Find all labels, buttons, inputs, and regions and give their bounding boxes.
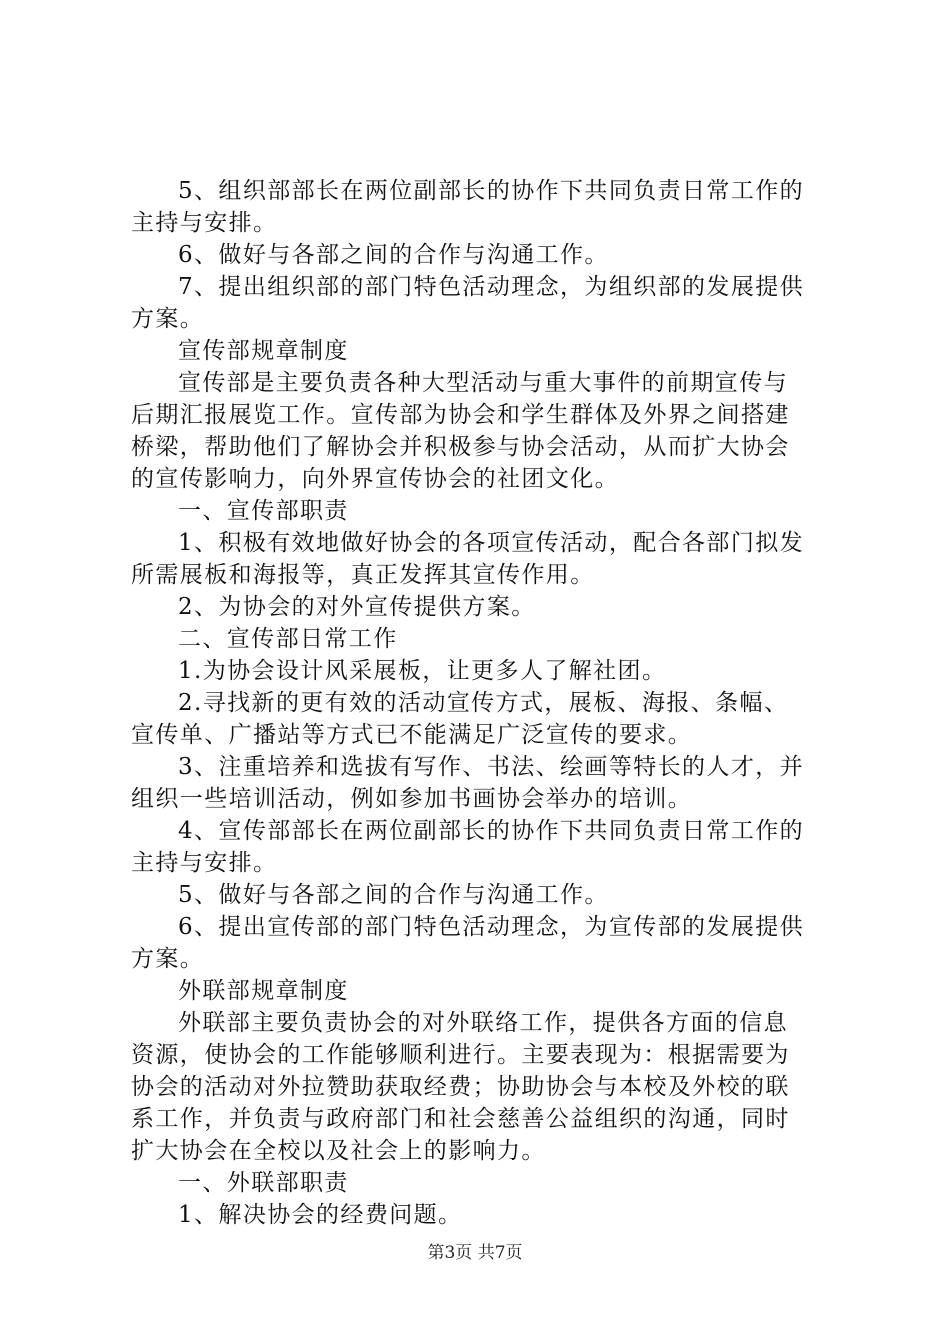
page-number: 第3页 共7页: [427, 1243, 523, 1263]
subsection-heading: 一、宣传部职责: [178, 498, 349, 524]
text-line: 组织一些培训活动，例如参加书画协会举办的培训。: [131, 786, 693, 812]
text-line: 的宣传影响力，向外界宣传协会的社团文化。: [131, 466, 619, 492]
text-line: 系工作，并负责与政府部门和社会慈善公益组织的沟通，同时: [131, 1106, 790, 1132]
text-line: 1、解决协会的经费问题。: [178, 1202, 463, 1228]
text-line: 桥梁，帮助他们了解协会并积极参与协会活动，从而扩大协会: [131, 434, 790, 460]
text-line: 5、做好与各部之间的合作与沟通工作。: [178, 882, 609, 908]
section-heading: 宣传部规章制度: [178, 338, 349, 364]
text-line: 宣传单、广播站等方式已不能满足广泛宣传的要求。: [131, 722, 693, 748]
text-line: 1.为协会设计风采展板，让更多人了解社团。: [178, 658, 667, 684]
text-line: 扩大协会在全校以及社会上的影响力。: [131, 1138, 546, 1164]
text-line: 7、提出组织部的部门特色活动理念，为组织部的发展提供: [178, 274, 805, 300]
text-line: 后期汇报展览工作。宣传部为协会和学生群体及外界之间搭建: [131, 402, 790, 428]
page-footer: [0, 1238, 950, 1263]
subsection-heading: 二、宣传部日常工作: [178, 626, 398, 652]
text-line: 1、积极有效地做好协会的各项宣传活动，配合各部门拟发: [178, 530, 805, 556]
text-line: 外联部主要负责协会的对外联络工作，提供各方面的信息: [178, 1010, 788, 1036]
text-line: 所需展板和海报等，真正发挥其宣传作用。: [131, 562, 595, 588]
text-line: 方案。: [131, 306, 205, 332]
text-line: 5、组织部部长在两位副部长的协作下共同负责日常工作的: [178, 178, 805, 204]
text-line: 主持与安排。: [131, 850, 278, 876]
section-heading: 外联部规章制度: [178, 978, 349, 1004]
text-line: 2.寻找新的更有效的活动宣传方式，展板、海报、条幅、: [178, 690, 789, 716]
text-line: 2、为协会的对外宣传提供方案。: [178, 594, 536, 620]
text-line: 6、提出宣传部的部门特色活动理念，为宣传部的发展提供: [178, 914, 805, 940]
text-line: 主持与安排。: [131, 210, 278, 236]
subsection-heading: 一、外联部职责: [178, 1170, 349, 1196]
text-line: 方案。: [131, 946, 205, 972]
text-line: 宣传部是主要负责各种大型活动与重大事件的前期宣传与: [178, 370, 788, 396]
text-line: 资源，使协会的工作能够顺利进行。主要表现为：根据需要为: [131, 1042, 790, 1068]
text-line: 4、宣传部部长在两位副部长的协作下共同负责日常工作的: [178, 818, 805, 844]
text-line: 协会的活动对外拉赞助获取经费；协助协会与本校及外校的联: [131, 1074, 790, 1100]
text-line: 3、注重培养和选拔有写作、书法、绘画等特长的人才，并: [178, 754, 805, 780]
text-line: 6、做好与各部之间的合作与沟通工作。: [178, 242, 609, 268]
